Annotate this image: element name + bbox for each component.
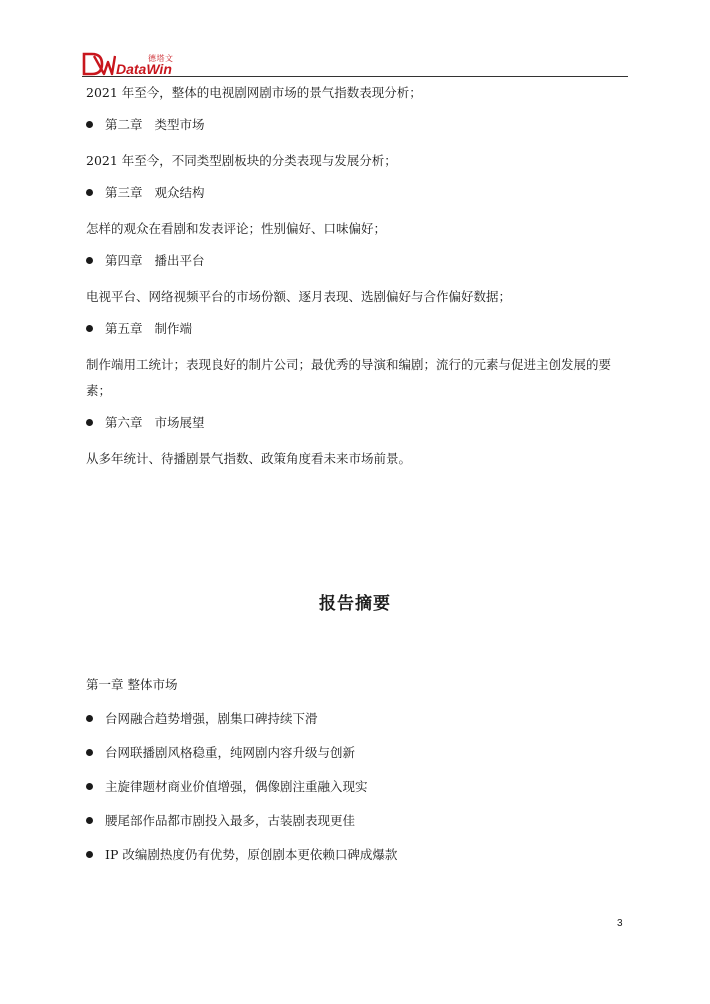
chapter-1-description: 2021 年至今，整体的电视剧网剧市场的景气指数表现分析； (86, 85, 422, 100)
bullet-icon (86, 851, 93, 858)
chapter-4-heading (86, 253, 205, 269)
datawin-logo-icon (82, 50, 116, 76)
summary-title: 报告摘要 (319, 594, 391, 614)
summary-bullet (86, 779, 368, 795)
summary-bullet-text: 腰尾部作品都市剧投入最多，古装剧表现更佳 (105, 813, 356, 828)
logo-chinese-text: 德塔文 (148, 54, 174, 63)
summary-chapter-heading: 第一章 整体市场 (86, 677, 178, 692)
bullet-icon (86, 257, 93, 264)
chapter-2-heading (86, 117, 205, 133)
bullet-icon (86, 419, 93, 426)
bullet-icon (86, 749, 93, 756)
page-header (82, 48, 628, 78)
chapter-title: 市场展望 (154, 415, 205, 430)
datawin-logo (82, 48, 202, 78)
chapter-3-heading (86, 185, 205, 201)
bullet-icon (86, 783, 93, 790)
summary-bullet (86, 813, 355, 829)
chapter-number: 第四章 (105, 253, 143, 268)
bullet-icon (86, 325, 93, 332)
bullet-icon (86, 817, 93, 824)
chapter-2-description: 2021 年至今，不同类型剧板块的分类表现与发展分析； (86, 153, 397, 168)
chapter-6-heading (86, 415, 205, 431)
chapter-5-heading (86, 321, 192, 337)
summary-bullet-text: 台网联播剧风格稳重，纯网剧内容升级与创新 (105, 745, 356, 760)
summary-bullet (86, 847, 397, 863)
chapter-number: 第三章 (105, 185, 143, 200)
chapter-3-description: 怎样的观众在看剧和发表评论；性别偏好、口味偏好； (86, 221, 387, 236)
chapter-6-description: 从多年统计、待播剧景气指数、政策角度看未来市场前景。 (86, 451, 412, 466)
chapter-5-description: 制作端用工统计；表现良好的制片公司；最优秀的导演和编剧；流行的元素与促进主创发展的要素； (86, 357, 612, 398)
chapter-number: 第二章 (105, 117, 143, 132)
bullet-icon (86, 715, 93, 722)
summary-bullet-text: 台网融合趋势增强，剧集口碑持续下滑 (105, 711, 318, 726)
header-divider (82, 76, 628, 77)
chapter-title: 观众结构 (154, 185, 205, 200)
page-number: 3 (617, 918, 623, 929)
logo-english-text: DataWin (116, 61, 172, 77)
summary-bullet-text: IP 改编剧热度仍有优势，原创剧本更依赖口碑成爆款 (105, 847, 398, 862)
bullet-icon (86, 189, 93, 196)
bullet-icon (86, 121, 93, 128)
chapter-title: 播出平台 (154, 253, 205, 268)
summary-bullet (86, 711, 318, 727)
chapter-4-description: 电视平台、网络视频平台的市场份额、逐月表现、选剧偏好与合作偏好数据； (86, 289, 512, 304)
chapter-title: 制作端 (154, 321, 193, 336)
chapter-title: 类型市场 (154, 117, 205, 132)
chapter-number: 第六章 (105, 415, 143, 430)
summary-bullet-text: 主旋律题材商业价值增强，偶像剧注重融入现实 (105, 779, 368, 794)
chapter-number: 第五章 (105, 321, 143, 336)
summary-bullet (86, 745, 355, 761)
